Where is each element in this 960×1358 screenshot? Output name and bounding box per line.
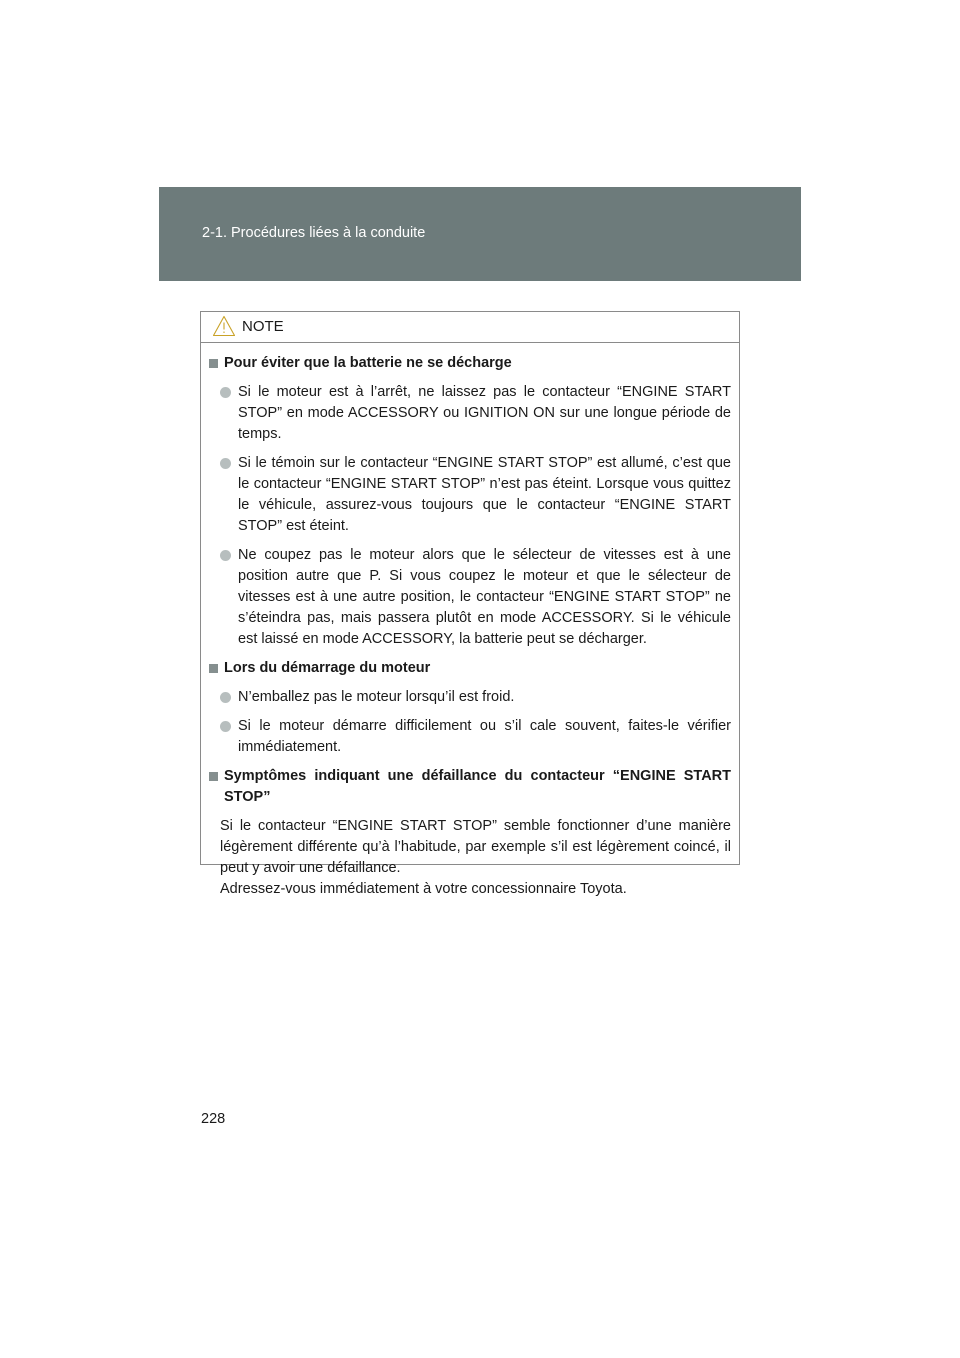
section-title: Pour éviter que la batterie ne se décharge xyxy=(209,353,731,374)
circle-bullet-icon xyxy=(220,721,231,732)
page-number: 228 xyxy=(201,1111,226,1127)
note-box xyxy=(200,311,740,897)
list-item: Si le moteur est à l’arrêt, ne laissez pas le contacteur “ENGINE START STOP” en mode ACCESSORY ou IGNITION ON sur une longue période de temps. xyxy=(220,382,731,445)
section-title: Symptômes indiquant une défaillance du contacteur “ENGINE START STOP” xyxy=(209,766,731,808)
square-bullet-icon xyxy=(209,664,218,673)
note-title: NOTE xyxy=(242,318,284,335)
section-title: Lors du démarrage du moteur xyxy=(209,658,731,679)
list-item: Ne coupez pas le moteur alors que le sélecteur de vitesses est à une position autre que P. Si vous coupez le moteur et que le sélecteur de vitesses est à une autre position, le contacteur “ENGINE START STOP” ne s’éteindra pas, mais passera plutôt en mode ACCESSORY. Si le véhicule est laissé en mode ACCESSORY, la batterie peut se décharger. xyxy=(220,545,731,650)
list-item: Si le moteur démarre difficilement ou s’il cale souvent, faites-le vérifier immédiatement. xyxy=(220,716,731,758)
circle-bullet-icon xyxy=(220,692,231,703)
warning-icon xyxy=(212,315,236,337)
note-body xyxy=(201,343,739,900)
circle-bullet-icon xyxy=(220,458,231,469)
paragraph: Adressez-vous immédiatement à votre concessionnaire Toyota. xyxy=(220,881,627,897)
list-item: N’emballez pas le moteur lorsqu’il est froid. xyxy=(220,687,731,708)
circle-bullet-icon xyxy=(220,550,231,561)
list-item: Si le témoin sur le contacteur “ENGINE START STOP” est allumé, c’est que le contacteur “ENGINE START STOP” n’est pas éteint. Lorsque vous quittez le véhicule, assurez-vous toujours que le contacteur “ENGINE START STOP” est éteint. xyxy=(220,453,731,537)
paragraph: Si le contacteur “ENGINE START STOP” semble fonctionner d’une manière légèrement différente qu’à l’habitude, par exemple s’il est légèrement coincé, il peut y avoir une défaillance. xyxy=(220,818,731,876)
section-header xyxy=(159,187,801,281)
section-header-title: 2-1. Procédures liées à la conduite xyxy=(202,225,426,241)
circle-bullet-icon xyxy=(220,387,231,398)
note-header xyxy=(201,312,739,343)
square-bullet-icon xyxy=(209,359,218,368)
square-bullet-icon xyxy=(209,772,218,781)
